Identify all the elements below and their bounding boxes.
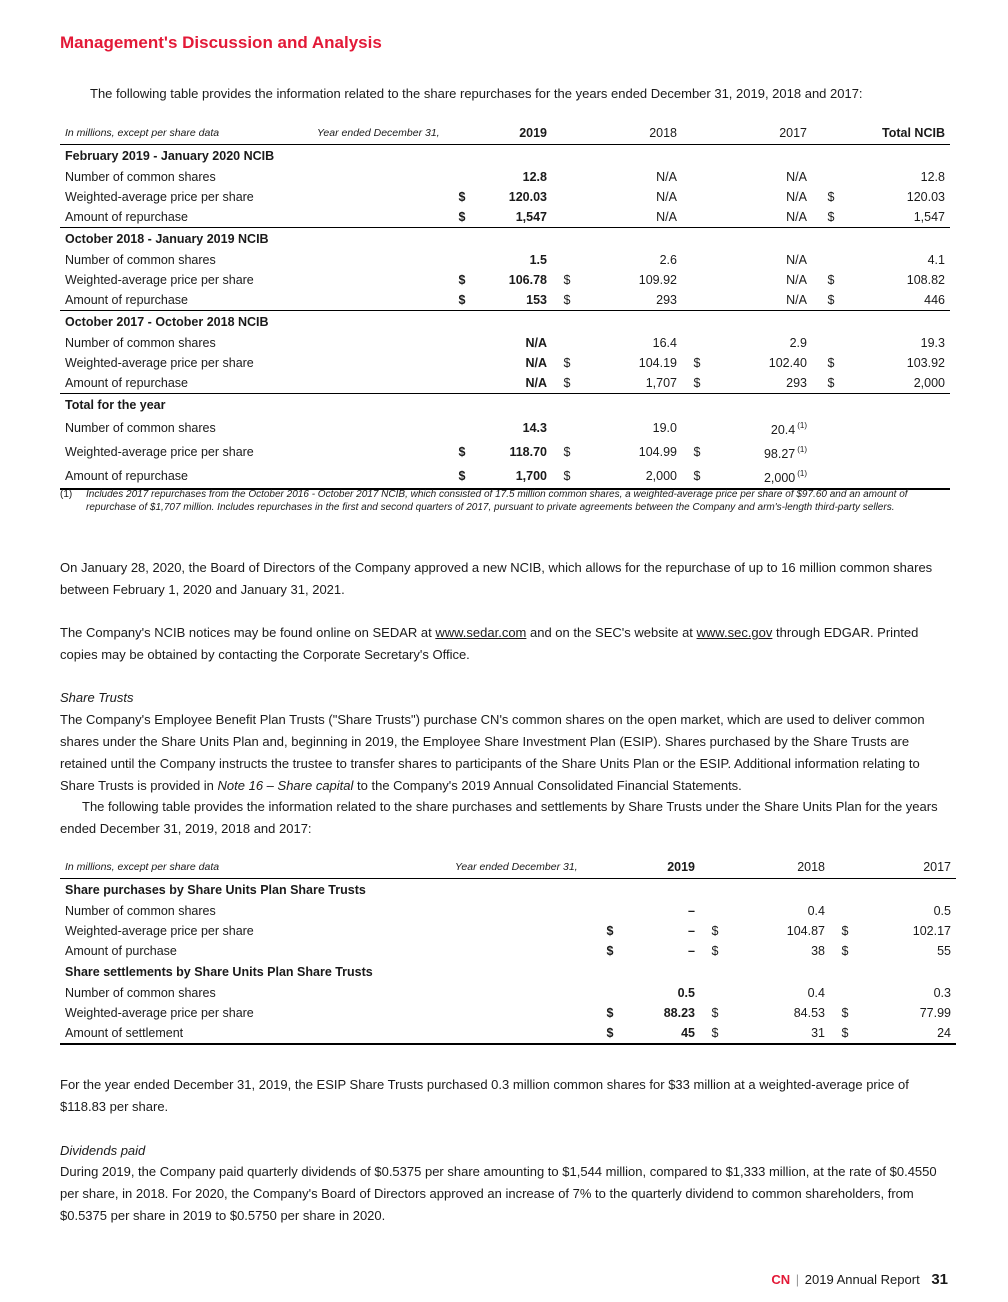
dollar-sign: $ [830, 1023, 860, 1044]
sec-link[interactable]: www.sec.gov [696, 625, 773, 640]
table-row [60, 373, 950, 394]
value-total: 446 [850, 290, 950, 311]
dollar-sign [682, 416, 712, 440]
share-trusts-table [60, 856, 956, 1045]
value-2017 [712, 416, 812, 440]
value-total: 19.3 [920, 336, 945, 350]
row-label: Number of common shares [65, 421, 216, 435]
dollar-sign [812, 464, 850, 489]
table-header-row [60, 856, 956, 879]
table-row [60, 1023, 956, 1044]
value-2018: N/A [656, 170, 677, 184]
value-2019: N/A [525, 336, 547, 350]
table-row [60, 250, 950, 270]
value-2017 [712, 290, 812, 311]
footnote-number: (1) [60, 489, 73, 500]
table-row [60, 983, 956, 1003]
dollar-sign: $ [458, 273, 466, 287]
dollar-sign: $ [682, 373, 712, 394]
dollar-sign [452, 416, 472, 440]
dollar-sign: $ [693, 356, 701, 370]
dollar-sign [682, 333, 712, 353]
row-label: Weighted-average price per share [65, 273, 254, 287]
share-repurchases-table [60, 122, 950, 490]
dividends-paragraph: During 2019, the Company paid quarterly dividends of $0.5375 per share amounting to $1,544 million, compared to $1,333 million, at the rate of $0.4550 per share, in 2018. For 2020, the Company's Board of Directors approved an increase of 7% to the quarterly dividend to common shareholders, from $0.5375 per share in 2019 to $0.5750 per share in 2020. [60, 1164, 937, 1223]
value-2019: 14.3 [522, 421, 547, 435]
dollar-sign [830, 983, 860, 1003]
dollar-sign [700, 901, 730, 921]
dollar-sign: $ [563, 445, 571, 459]
value-text: 20.4 [770, 423, 796, 437]
table-row [60, 440, 950, 464]
value-2017 [712, 187, 812, 207]
dollar-sign: $ [841, 944, 849, 958]
value-text: 102.40 [768, 356, 807, 370]
value-2019: 45 [620, 1023, 700, 1044]
row-label: Weighted-average price per share [65, 924, 254, 938]
value-2017 [712, 440, 812, 464]
dollar-sign [682, 167, 712, 187]
dollar-sign: $ [812, 290, 850, 311]
value-2019: – [688, 904, 695, 918]
value-2017 [712, 270, 812, 290]
section-title: Share settlements by Share Units Plan Share Trusts [65, 965, 373, 979]
dollar-sign: $ [606, 944, 614, 958]
table-row [60, 290, 950, 311]
dollar-sign [812, 416, 850, 440]
value-total [850, 416, 950, 440]
table-row [60, 1003, 956, 1023]
value-2019: 1.5 [529, 253, 547, 267]
dollar-sign: $ [841, 1006, 849, 1020]
dollar-sign [452, 333, 472, 353]
row-label: Amount of repurchase [60, 464, 452, 489]
section-title: Total for the year [65, 398, 166, 412]
table-row [60, 416, 950, 440]
dollar-sign [682, 250, 712, 270]
col-2017: 2017 [712, 122, 812, 145]
share-trusts-heading: Share Trusts [60, 690, 134, 705]
value-2019: 1,547 [472, 207, 552, 228]
row-label: Weighted-average price per share [65, 1006, 254, 1020]
value-total [850, 440, 950, 464]
table-row [60, 941, 956, 961]
dollar-sign: $ [552, 373, 582, 394]
dollar-sign [812, 250, 850, 270]
value-2017 [712, 353, 812, 373]
table-row [60, 207, 950, 228]
dollar-sign [552, 250, 582, 270]
value-2017: 77.99 [919, 1006, 951, 1020]
page-number: 31 [931, 1271, 948, 1288]
value-2019: 120.03 [508, 190, 547, 204]
dollar-sign: $ [682, 464, 712, 489]
dollar-sign [812, 440, 850, 464]
value-2018: 2.6 [659, 253, 677, 267]
value-text: 98.27 [763, 447, 796, 461]
table-header-row [60, 122, 950, 145]
value-2018: 104.19 [638, 356, 677, 370]
sedar-link[interactable]: www.sedar.com [435, 625, 527, 640]
value-text: N/A [786, 293, 807, 307]
dollar-sign: $ [700, 1023, 730, 1044]
value-2017 [712, 250, 812, 270]
notices-text-3: through EDGAR. Printed copies may be obtained by contacting the Corporate Secretary's Office. [60, 625, 919, 662]
dollar-sign: $ [458, 445, 466, 459]
value-2018: 19.0 [652, 421, 677, 435]
dollar-sign: $ [600, 1023, 620, 1044]
dollar-sign [552, 187, 582, 207]
dollar-sign: $ [606, 924, 614, 938]
value-total: 120.03 [906, 190, 945, 204]
dollar-sign: $ [812, 373, 850, 394]
spacer [830, 856, 860, 879]
note-reference: Note 16 – Share capital [217, 778, 354, 793]
dollar-sign: $ [563, 356, 571, 370]
value-2018: 31 [730, 1023, 830, 1044]
share-trusts-text-1: The Company's Employee Benefit Plan Trusts ("Share Trusts") purchase CN's common shares on the open market, which are used to deliver common shares under the Share Units Plan and, beginning in 2019, the Employee Share Investment Plan (ESIP). Shares purchased by the Share Trusts are retained until the Company instructs the trustee to transfer shares to participants of the Share Units Plan or the ESIP. Additional information relating to Share Trusts is provided in [60, 712, 925, 793]
dollar-sign: $ [812, 207, 850, 228]
value-2019: – [688, 924, 695, 938]
value-2018: 0.4 [807, 986, 825, 1000]
section-heading-row [60, 879, 956, 902]
dollar-sign: $ [452, 290, 472, 311]
dollar-sign: $ [452, 207, 472, 228]
footnote-marker: (1) [797, 469, 807, 478]
value-2017: 0.5 [933, 904, 951, 918]
page-footer [771, 1271, 948, 1288]
dollar-sign: $ [606, 1006, 614, 1020]
dollar-sign [600, 983, 620, 1003]
dollar-sign: $ [711, 924, 719, 938]
table-row [60, 270, 950, 290]
value-total: 4.1 [927, 253, 945, 267]
value-2017: 0.3 [933, 986, 951, 1000]
value-2017 [712, 167, 812, 187]
dollar-sign: $ [711, 944, 719, 958]
value-text: N/A [786, 273, 807, 287]
value-2018: 104.99 [638, 445, 677, 459]
col-2019: 2019 [620, 856, 700, 879]
table-row [60, 187, 950, 207]
value-2019: N/A [525, 356, 547, 370]
value-2018: 1,707 [582, 373, 682, 394]
section-title: February 2019 - January 2020 NCIB [65, 149, 275, 163]
value-2018: 0.4 [807, 904, 825, 918]
brand-logo: CN [771, 1272, 791, 1287]
share-trusts-table-intro: The following table provides the information related to the share purchases and settlements by Share Trusts under the Share Units Plan for the years ended December 31, 2019, 2018 and 2017: [60, 799, 938, 836]
value-2018: 2,000 [582, 464, 682, 489]
col-2018: 2018 [730, 856, 830, 879]
esip-paragraph: For the year ended December 31, 2019, the ESIP Share Trusts purchased 0.3 million common shares for $33 million at a weighted-average price of $118.83 per share. [60, 1077, 909, 1114]
value-2019: 1,700 [472, 464, 552, 489]
table-caption: In millions, except per share data [60, 122, 312, 145]
footnote-text: Includes 2017 repurchases from the October 2016 - October 2017 NCIB, which consisted of 17.5 million common shares, a weighted-average price per share of $97.60 and an amount of repurchase of $1,707 million. Includes repurchases in the first and second quarters of 2017, pursuant to private agreements between the Company and arm's-length third-party sellers. [86, 489, 908, 513]
value-total: 103.92 [906, 356, 945, 370]
value-text: 2,000 [763, 471, 796, 485]
value-2019: 0.5 [677, 986, 695, 1000]
spacer [552, 122, 582, 145]
table-row [60, 353, 950, 373]
value-text: N/A [786, 210, 807, 224]
dollar-sign [552, 416, 582, 440]
ncib-approval-paragraph: On January 28, 2020, the Board of Directors of the Company approved a new NCIB, which allows for the repurchase of up to 16 million common shares between February 1, 2020 and January 31, 2021. [60, 560, 933, 597]
table-row [60, 167, 950, 187]
dollar-sign: $ [827, 273, 835, 287]
dollar-sign: $ [552, 464, 582, 489]
value-2019: 12.8 [522, 170, 547, 184]
year-label: Year ended December 31, [312, 122, 452, 145]
row-label: Amount of purchase [65, 944, 177, 958]
value-total: 1,547 [850, 207, 950, 228]
value-2019: – [688, 944, 695, 958]
page-title: Management's Discussion and Analysis [60, 33, 382, 52]
dollar-sign: $ [711, 1006, 719, 1020]
value-total: 2,000 [850, 373, 950, 394]
table-caption: In millions, except per share data [60, 856, 450, 879]
value-2017: 24 [860, 1023, 956, 1044]
col-2018: 2018 [582, 122, 682, 145]
spacer [812, 122, 850, 145]
dollar-sign: $ [693, 445, 701, 459]
footnote-marker: (1) [797, 445, 807, 454]
row-label: Weighted-average price per share [65, 190, 254, 204]
dollar-sign [830, 901, 860, 921]
dollar-sign: $ [458, 190, 466, 204]
dollar-sign [700, 983, 730, 1003]
row-label: Weighted-average price per share [65, 445, 254, 459]
report-name: 2019 Annual Report [804, 1272, 920, 1287]
value-2017 [712, 207, 812, 228]
share-trusts-text-2: to the Company's 2019 Annual Consolidated Financial Statements. [353, 778, 742, 793]
value-text: 293 [786, 376, 807, 390]
dollar-sign [812, 167, 850, 187]
row-label: Number of common shares [65, 336, 216, 350]
row-label: Amount of repurchase [60, 290, 452, 311]
ncib-notices-paragraph [60, 622, 950, 666]
dollar-sign: $ [827, 356, 835, 370]
value-2018: N/A [582, 207, 682, 228]
value-2019: 88.23 [663, 1006, 695, 1020]
intro-text: The following table provides the information related to the share repurchases for the years ended December 31, 2019, 2018 and 2017: [90, 86, 863, 101]
value-2018: N/A [656, 190, 677, 204]
dollar-sign [682, 290, 712, 311]
section-heading-row [60, 228, 950, 251]
value-2018: 109.92 [638, 273, 677, 287]
year-label: Year ended December 31, [450, 856, 600, 879]
dollar-sign [452, 353, 472, 373]
table-row [60, 464, 950, 489]
value-total [850, 464, 950, 489]
section-heading-row [60, 145, 950, 168]
row-label: Amount of repurchase [60, 373, 452, 394]
value-2018: 104.87 [786, 924, 825, 938]
value-total: 12.8 [920, 170, 945, 184]
value-2018: 84.53 [793, 1006, 825, 1020]
row-label: Number of common shares [65, 986, 216, 1000]
value-2017: 55 [937, 944, 951, 958]
value-2017 [712, 464, 812, 489]
row-label: Number of common shares [65, 170, 216, 184]
dollar-sign: $ [552, 290, 582, 311]
row-label: Amount of settlement [60, 1023, 600, 1044]
value-2018: 293 [582, 290, 682, 311]
dollar-sign: $ [841, 924, 849, 938]
dollar-sign [552, 333, 582, 353]
dividends-heading: Dividends paid [60, 1143, 146, 1158]
footer-separator: | [795, 1272, 800, 1287]
section-heading-row [60, 394, 950, 417]
dollar-sign [552, 207, 582, 228]
row-label: Amount of repurchase [60, 207, 452, 228]
row-label: Weighted-average price per share [65, 356, 254, 370]
value-2019: 106.78 [508, 273, 547, 287]
value-text: 2.9 [789, 336, 807, 350]
row-label: Number of common shares [65, 904, 216, 918]
col-total-ncib: Total NCIB [850, 122, 950, 145]
col-2019: 2019 [472, 122, 552, 145]
spacer [600, 856, 620, 879]
section-title: October 2018 - January 2019 NCIB [65, 232, 269, 246]
spacer [452, 122, 472, 145]
value-text: N/A [786, 253, 807, 267]
spacer [700, 856, 730, 879]
dollar-sign [600, 901, 620, 921]
section-heading-row [60, 311, 950, 334]
value-2017 [712, 373, 812, 394]
dollar-sign: $ [563, 273, 571, 287]
row-label: Number of common shares [65, 253, 216, 267]
value-total: 108.82 [906, 273, 945, 287]
dollar-sign [552, 167, 582, 187]
dollar-sign [682, 187, 712, 207]
dollar-sign [682, 207, 712, 228]
section-title: Share purchases by Share Units Plan Share Trusts [65, 883, 366, 897]
dollar-sign [452, 167, 472, 187]
section-heading-row [60, 961, 956, 983]
dollar-sign: $ [827, 190, 835, 204]
value-2019: 153 [472, 290, 552, 311]
value-2019: 118.70 [509, 445, 547, 459]
section-title: October 2017 - October 2018 NCIB [65, 315, 269, 329]
value-2018: 38 [811, 944, 825, 958]
value-text: N/A [786, 190, 807, 204]
dollar-sign [812, 333, 850, 353]
value-2018: 16.4 [652, 336, 677, 350]
table-row [60, 921, 956, 941]
notices-text-1: The Company's NCIB notices may be found online on SEDAR at [60, 625, 436, 640]
footnote-marker: (1) [797, 421, 807, 430]
value-2017: 102.17 [912, 924, 951, 938]
dollar-sign [682, 270, 712, 290]
share-trusts-paragraph [60, 709, 950, 797]
table-footnote [60, 488, 948, 514]
dollar-sign [452, 250, 472, 270]
col-2017: 2017 [860, 856, 956, 879]
value-text: N/A [786, 170, 807, 184]
table-row [60, 901, 956, 921]
value-2017 [712, 333, 812, 353]
value-2019: N/A [472, 373, 552, 394]
dollar-sign: $ [452, 464, 472, 489]
dollar-sign [452, 373, 472, 394]
spacer [682, 122, 712, 145]
notices-text-2: and on the SEC's website at [526, 625, 697, 640]
table-row [60, 333, 950, 353]
